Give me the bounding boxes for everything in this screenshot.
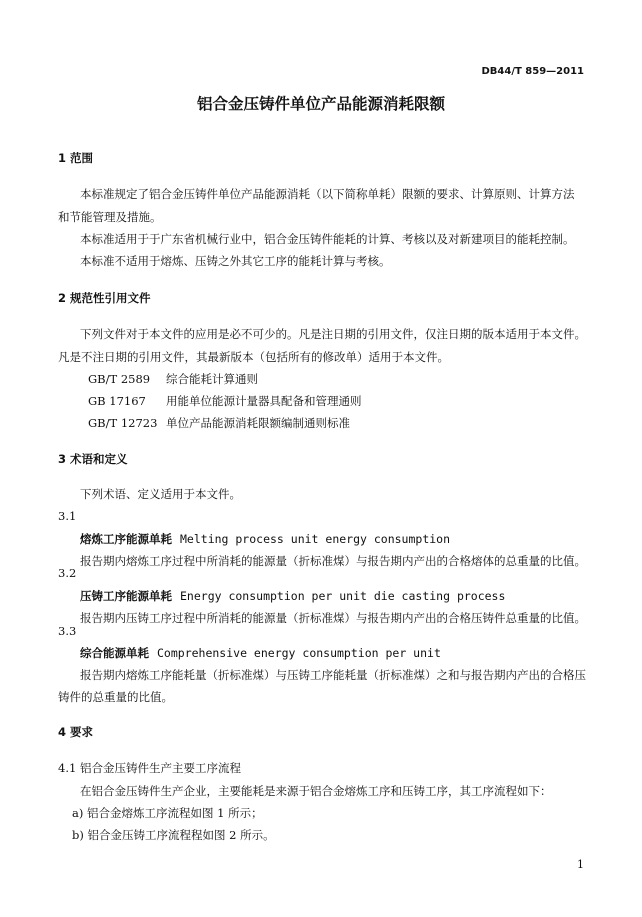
term-number: 3.3 [58, 624, 77, 638]
reference-title: 综合能耗计算通则 [166, 372, 258, 386]
term-number: 3.2 [58, 566, 77, 580]
section-2-paragraph-1-cont: 凡是不注日期的引用文件，其最新版本（包括所有的修改单）适用于本文件。 [58, 350, 449, 364]
section-4-paragraph: 在铝合金压铸件生产企业，主要能耗是来源于铝合金熔炼工序和压铸工序，其工序流程如下： [80, 784, 552, 798]
section-3-heading: 3 术语和定义 [58, 452, 128, 466]
reference-code: GB/T 12723 [88, 416, 158, 430]
term-heading [80, 588, 505, 604]
reference-code: GB/T 2589 [88, 372, 151, 386]
section-1-paragraph-3: 本标准不适用于熔炼、压铸之外其它工序的能耗计算与考核。 [80, 254, 391, 268]
term-chinese: 压铸工序能源单耗 [80, 589, 172, 603]
list-item: a) 铝合金熔炼工序流程如图 1 所示； [72, 806, 263, 820]
section-1-paragraph-2: 本标准适用于于广东省机械行业中，铝合金压铸件能耗的计算、考核以及对新建项目的能耗控制。 [80, 232, 575, 246]
term-heading [80, 531, 450, 547]
term-heading [80, 645, 441, 661]
section-4-1-heading: 4.1 铝合金压铸件生产主要工序流程 [58, 761, 241, 775]
reference-code: GB 17167 [88, 394, 146, 408]
reference-item [88, 371, 258, 387]
page-number: 1 [577, 858, 584, 871]
standard-number: DB44/T 859—2011 [481, 66, 584, 77]
term-definition: 报告期内熔炼工序能耗量（折标准煤）与压铸工序能耗量（折标准煤）之和与报告期内产出的合格压 [80, 668, 586, 682]
reference-title: 用能单位能源计量器具配备和管理通则 [166, 394, 362, 408]
reference-title: 单位产品能源消耗限额编制通则标准 [166, 416, 350, 430]
term-chinese: 综合能源单耗 [80, 646, 149, 660]
document-title: 铝合金压铸件单位产品能源消耗限额 [196, 95, 445, 113]
term-english: Energy consumption per unit die casting process [180, 589, 506, 603]
term-english: Comprehensive energy consumption per unit [157, 646, 441, 660]
section-2-heading: 2 规范性引用文件 [58, 291, 151, 305]
reference-item [88, 415, 350, 431]
term-chinese: 熔炼工序能源单耗 [80, 532, 172, 546]
term-number: 3.1 [58, 509, 77, 523]
term-definition: 报告期内熔炼工序过程中所消耗的能源量（折标准煤）与报告期内产出的合格熔体的总重量的比值。 [80, 554, 586, 568]
term-english: Melting process unit energy consumption [180, 532, 451, 546]
section-1-heading: 1 范围 [58, 151, 94, 165]
section-3-intro: 下列术语、定义适用于本文件。 [80, 487, 241, 501]
list-item: b) 铝合金压铸工序流程程如图 2 所示。 [72, 828, 275, 842]
reference-item [88, 393, 362, 409]
section-1-paragraph-1: 本标准规定了铝合金压铸件单位产品能源消耗（以下简称单耗）限额的要求、计算原则、计算方法 [80, 187, 575, 201]
section-1-paragraph-1-cont: 和节能管理及措施。 [58, 210, 162, 224]
term-definition-cont: 铸件的总重量的比值。 [58, 690, 173, 704]
term-definition: 报告期内压铸工序过程中所消耗的能源量（折标准煤）与报告期内产出的合格压铸件总重量的比值。 [80, 611, 586, 625]
section-4-heading: 4 要求 [58, 725, 94, 739]
section-2-paragraph-1: 下列文件对于本文件的应用是必不可少的。凡是注日期的引用文件，仅注日期的版本适用于本文件。 [80, 327, 586, 341]
